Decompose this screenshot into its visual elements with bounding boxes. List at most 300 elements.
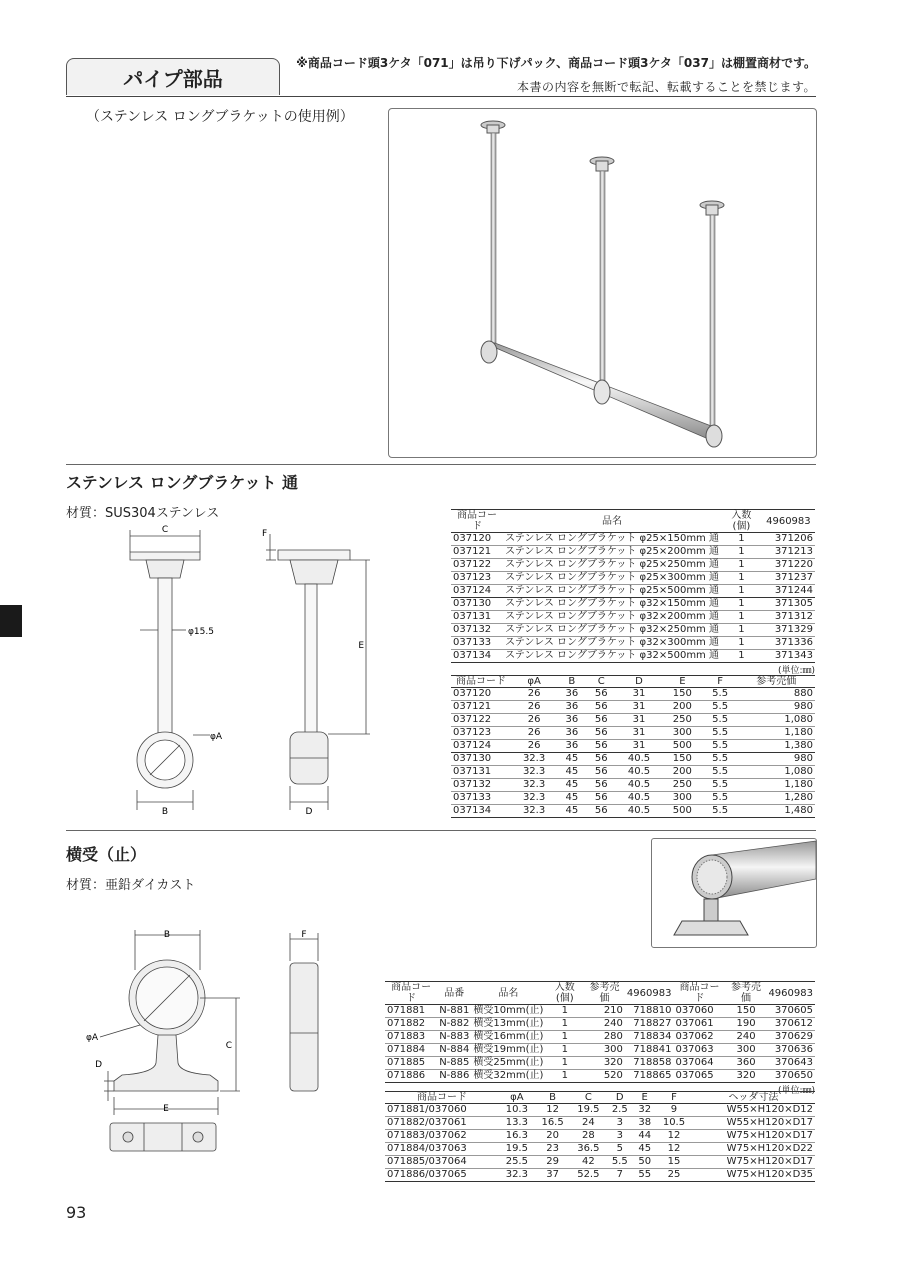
table-row [451, 766, 815, 779]
table-cell: 1 [721, 637, 762, 650]
table-cell: N-882 [439, 1018, 470, 1029]
table-row [451, 624, 815, 637]
table-cell: 371312 [762, 611, 815, 624]
table-row [451, 740, 815, 753]
table-cell: 25.5 [499, 1156, 535, 1169]
table-cell: 1 [721, 611, 762, 624]
bracket-dimension-drawing [110, 520, 390, 820]
table-cell: 1 [721, 598, 762, 611]
table-cell: 037123 [451, 727, 511, 740]
table-cell: 40.5 [616, 792, 662, 805]
table-row [385, 1143, 815, 1156]
dim-label-e: E [358, 641, 364, 651]
col-header: E [662, 676, 703, 688]
table-cell: 071885 [385, 1057, 437, 1070]
table-cell: 718827 [625, 1018, 674, 1031]
col-header: 品名 [471, 982, 545, 1005]
table-cell: 190 [726, 1018, 767, 1031]
table-cell: ステンレス ロングブラケット φ25×250mm 通 [505, 559, 719, 570]
table-cell: 36.5 [570, 1143, 606, 1156]
table-cell: 500 [662, 740, 703, 753]
table-cell: 12 [535, 1104, 571, 1117]
dim-label-d: D [305, 807, 313, 817]
table-cell: ステンレス ロングブラケット φ25×500mm 通 [505, 585, 719, 596]
table-row [451, 805, 815, 818]
table-cell: 1 [721, 585, 762, 598]
table-cell: 10.3 [499, 1104, 535, 1117]
table-cell: 071884/037063 [385, 1143, 499, 1156]
table-row [451, 650, 815, 663]
section-rule [66, 464, 816, 465]
table-row [451, 753, 815, 766]
col-header: 入数(個) [545, 982, 584, 1005]
table-cell: 10.5 [656, 1117, 692, 1130]
table-cell: 1,080 [738, 714, 815, 727]
table-cell: 1,480 [738, 805, 815, 818]
table-cell: 45 [557, 779, 586, 792]
table-cell: 40.5 [616, 753, 662, 766]
table-row [385, 1057, 815, 1070]
table-cell: 31 [616, 701, 662, 714]
table-cell: 037134 [451, 650, 503, 663]
table-cell: 13.3 [499, 1117, 535, 1130]
table-row [451, 701, 815, 714]
table-cell: 横受19mm(止) [473, 1044, 544, 1055]
table-cell: 240 [726, 1031, 767, 1044]
bracket-dimension-table [451, 675, 815, 818]
table-cell: 56 [587, 779, 616, 792]
table-cell: W55×H120×D12 [692, 1104, 815, 1117]
table-row [385, 1104, 815, 1117]
table-cell: 300 [662, 727, 703, 740]
table-cell: 071881 [385, 1005, 437, 1018]
table-row [451, 637, 815, 650]
table-cell: 037120 [451, 688, 511, 701]
table-cell: 31 [616, 727, 662, 740]
table-cell: W75×H120×D22 [692, 1143, 815, 1156]
table-cell: 52.5 [570, 1169, 606, 1182]
col-header: C [570, 1092, 606, 1104]
table-cell: 071882/037061 [385, 1117, 499, 1130]
header-note-code: ※商品コード頭3ケタ「071」は吊り下げパック、商品コード頭3ケタ「037」は棚置商材です。 [296, 56, 816, 70]
table-cell: 718858 [625, 1057, 674, 1070]
table-cell: ステンレス ロングブラケット φ32×250mm 通 [505, 624, 719, 635]
table-cell: 32.3 [511, 792, 557, 805]
page-number: 93 [66, 1203, 87, 1222]
table-cell: 1,280 [738, 792, 815, 805]
table-cell: 5.5 [703, 740, 738, 753]
table-cell: 250 [662, 779, 703, 792]
table-row [451, 559, 815, 572]
table-row [385, 1070, 815, 1083]
dim-label-b: B [163, 930, 171, 940]
table-cell: 520 [584, 1070, 625, 1083]
dim-label-f: F [301, 930, 307, 940]
table-cell: ステンレス ロングブラケット φ32×150mm 通 [505, 598, 719, 609]
table-cell: 200 [662, 701, 703, 714]
table-cell: 250 [662, 714, 703, 727]
bracket-title: ステンレス ロングブラケット 通 [66, 473, 299, 492]
table-cell: 037060 [673, 1005, 725, 1018]
table-cell: 371329 [762, 624, 815, 637]
table-cell: 5.5 [703, 779, 738, 792]
table-cell: 037131 [451, 611, 503, 624]
table-cell: 037133 [451, 637, 503, 650]
col-header: D [606, 1092, 633, 1104]
table-cell: 371244 [762, 585, 815, 598]
table-cell: 037132 [451, 779, 511, 792]
table-cell: 26 [511, 727, 557, 740]
table-cell: 037130 [451, 598, 503, 611]
table-row [385, 1130, 815, 1143]
table-cell: 371343 [762, 650, 815, 663]
col-header: F [703, 676, 738, 688]
table-cell: 071884 [385, 1044, 437, 1057]
col-header: 品番 [437, 982, 471, 1005]
table-cell: 5 [606, 1143, 633, 1156]
yokouke-material: 材質：亜鉛ダイカスト [66, 878, 196, 893]
table-cell: ステンレス ロングブラケット φ32×500mm 通 [505, 650, 719, 661]
table-cell: 1 [721, 572, 762, 585]
table-cell: 5.5 [703, 727, 738, 740]
table-cell: 5.5 [606, 1156, 633, 1169]
table-cell: 037123 [451, 572, 503, 585]
table-row [451, 598, 815, 611]
table-cell: 40.5 [616, 805, 662, 818]
table-cell: 横受25mm(止) [473, 1057, 544, 1068]
dim-label-e: E [163, 1104, 169, 1114]
table-cell: N-883 [439, 1031, 470, 1042]
table-cell: 718834 [625, 1031, 674, 1044]
table-cell: 071886 [385, 1070, 437, 1083]
table-row [451, 714, 815, 727]
table-cell: 42 [570, 1156, 606, 1169]
table-cell: 45 [557, 805, 586, 818]
table-cell: 45 [557, 792, 586, 805]
table-cell: 15 [656, 1156, 692, 1169]
table-cell: 45 [633, 1143, 656, 1156]
yokouke-dimension-table [385, 1091, 815, 1182]
table-cell: 16.5 [535, 1117, 571, 1130]
table-cell: 12 [656, 1143, 692, 1156]
table-cell: 19.5 [499, 1143, 535, 1156]
table-cell: 300 [726, 1044, 767, 1057]
table-cell: 56 [587, 805, 616, 818]
table-cell: 071886/037065 [385, 1169, 499, 1182]
table-cell: 320 [726, 1070, 767, 1083]
table-cell: 370650 [766, 1070, 815, 1083]
table-cell: N-884 [439, 1044, 470, 1055]
col-header: 4960983 [625, 982, 674, 1005]
table-cell: 45 [557, 753, 586, 766]
table-cell: 371336 [762, 637, 815, 650]
table-row [385, 1117, 815, 1130]
table-cell: 3 [606, 1130, 633, 1143]
table-cell: 1 [545, 1005, 584, 1018]
col-header: B [557, 676, 586, 688]
table-cell: 19.5 [570, 1104, 606, 1117]
table-cell: 150 [662, 753, 703, 766]
example-caption: （ステンレス ロングブラケットの使用例） [86, 109, 354, 125]
table-cell: 071883 [385, 1031, 437, 1044]
table-cell: 38 [633, 1117, 656, 1130]
table-cell: 037124 [451, 740, 511, 753]
table-cell: 1 [545, 1031, 584, 1044]
table-cell: 31 [616, 740, 662, 753]
table-cell: W75×H120×D35 [692, 1169, 815, 1182]
table-cell: 32 [633, 1104, 656, 1117]
col-header: 4960983 [766, 982, 815, 1005]
table-cell: 26 [511, 701, 557, 714]
table-row [451, 688, 815, 701]
table-cell: 037121 [451, 546, 503, 559]
table-cell: 28 [570, 1130, 606, 1143]
table-cell: W75×H120×D17 [692, 1156, 815, 1169]
col-header: 商品コード [451, 510, 503, 533]
section-title: パイプ部品 [66, 58, 280, 95]
table-cell: 360 [726, 1057, 767, 1070]
table-cell: 36 [557, 740, 586, 753]
table-cell: 371206 [762, 533, 815, 546]
table-cell: 36 [557, 727, 586, 740]
table-cell: 横受32mm(止) [473, 1070, 544, 1081]
table-cell: 7 [606, 1169, 633, 1182]
table-cell: 370636 [766, 1044, 815, 1057]
table-cell: 25 [656, 1169, 692, 1182]
table-cell: 1 [721, 559, 762, 572]
col-header: 入数(個) [721, 510, 762, 533]
table-cell: 3 [606, 1117, 633, 1130]
table-row [451, 792, 815, 805]
col-header: D [616, 676, 662, 688]
table-cell: 40.5 [616, 779, 662, 792]
table-cell: 32.3 [499, 1169, 535, 1182]
table-cell: 370605 [766, 1005, 815, 1018]
table-row [385, 1169, 815, 1182]
table-cell: 071881/037060 [385, 1104, 499, 1117]
table-cell: 31 [616, 714, 662, 727]
table-cell: 56 [587, 766, 616, 779]
col-header: 商品コード [385, 982, 437, 1005]
table-cell: 371220 [762, 559, 815, 572]
table-cell: 1,080 [738, 766, 815, 779]
table-cell: 36 [557, 714, 586, 727]
table-cell: 32.3 [511, 805, 557, 818]
unit-label: (単位:㎜) [777, 666, 815, 676]
table-cell: 23 [535, 1143, 571, 1156]
table-cell: 200 [662, 766, 703, 779]
dim-label-pipe: φ15.5 [188, 627, 214, 637]
table-cell: 1 [545, 1044, 584, 1057]
dim-label-b: B [161, 807, 169, 817]
table-cell: 56 [587, 688, 616, 701]
table-cell: 037122 [451, 559, 503, 572]
usage-example-photo [388, 108, 817, 458]
col-header: φA [499, 1092, 535, 1104]
table-cell: 320 [584, 1057, 625, 1070]
table-cell: 371237 [762, 572, 815, 585]
col-header: ヘッダ寸法 [692, 1092, 815, 1104]
col-header: 商品コード [673, 982, 725, 1005]
table-cell: 44 [633, 1130, 656, 1143]
col-header: 参考売価 [726, 982, 767, 1005]
col-header: C [587, 676, 616, 688]
table-cell: 370629 [766, 1031, 815, 1044]
col-header: 商品コード [451, 676, 511, 688]
table-cell: 1 [721, 546, 762, 559]
section-rule [66, 830, 816, 831]
table-cell: 071883/037062 [385, 1130, 499, 1143]
table-cell: 56 [587, 792, 616, 805]
table-cell: 037134 [451, 805, 511, 818]
table-cell: 370643 [766, 1057, 815, 1070]
table-cell: 1 [721, 533, 762, 546]
table-cell: 26 [511, 740, 557, 753]
table-cell: N-886 [439, 1070, 470, 1081]
table-cell: 36 [557, 688, 586, 701]
table-row [451, 779, 815, 792]
bracket-product-table [451, 509, 815, 676]
table-cell: 037063 [673, 1044, 725, 1057]
table-cell: 1,380 [738, 740, 815, 753]
col-header: F [656, 1092, 692, 1104]
col-header: E [633, 1092, 656, 1104]
table-cell: 横受16mm(止) [473, 1031, 544, 1042]
table-cell: 1,180 [738, 779, 815, 792]
table-cell: ステンレス ロングブラケット φ25×300mm 通 [505, 572, 719, 583]
table-cell: 32.3 [511, 779, 557, 792]
table-cell: 32.3 [511, 766, 557, 779]
dim-label-f: F [262, 529, 268, 539]
table-cell: 24 [570, 1117, 606, 1130]
table-cell: 5.5 [703, 714, 738, 727]
table-row [385, 1005, 815, 1018]
dim-label-c: C [161, 525, 169, 535]
table-cell: 037120 [451, 533, 503, 546]
table-cell: 150 [726, 1005, 767, 1018]
table-cell: 150 [662, 688, 703, 701]
table-cell: 5.5 [703, 792, 738, 805]
table-cell: ステンレス ロングブラケット φ25×200mm 通 [505, 546, 719, 557]
table-cell: 1 [545, 1057, 584, 1070]
table-row [385, 1044, 815, 1057]
col-header: 4960983 [762, 510, 815, 533]
table-cell: 300 [584, 1044, 625, 1057]
side-index-tab [0, 605, 22, 637]
table-cell: 880 [738, 688, 815, 701]
dim-label-a: φA [86, 1033, 99, 1043]
table-cell: 370612 [766, 1018, 815, 1031]
table-row [451, 727, 815, 740]
table-cell: 037124 [451, 585, 503, 598]
table-cell: 56 [587, 701, 616, 714]
table-cell: 037062 [673, 1031, 725, 1044]
table-cell: 5.5 [703, 766, 738, 779]
table-cell: 037061 [673, 1018, 725, 1031]
table-cell: 5.5 [703, 805, 738, 818]
table-cell: 5.5 [703, 701, 738, 714]
table-cell: 56 [587, 753, 616, 766]
table-cell: 2.5 [606, 1104, 633, 1117]
table-cell: 26 [511, 714, 557, 727]
table-cell: 718810 [625, 1005, 674, 1018]
table-cell: 37 [535, 1169, 571, 1182]
table-cell: 1 [545, 1070, 584, 1083]
table-cell: 037133 [451, 792, 511, 805]
table-cell: 56 [587, 714, 616, 727]
table-cell: N-881 [439, 1005, 470, 1016]
dim-label-d: D [95, 1060, 102, 1070]
table-cell: 40.5 [616, 766, 662, 779]
table-cell: 5.5 [703, 688, 738, 701]
table-row [451, 572, 815, 585]
col-header: 参考売価 [584, 982, 625, 1005]
table-row [385, 1018, 815, 1031]
table-cell: 26 [511, 688, 557, 701]
table-cell: ステンレス ロングブラケット φ32×200mm 通 [505, 611, 719, 622]
table-cell: 210 [584, 1005, 625, 1018]
table-row [451, 546, 815, 559]
table-cell: 371305 [762, 598, 815, 611]
header-rule [66, 96, 816, 97]
table-cell: 50 [633, 1156, 656, 1169]
table-cell: N-885 [439, 1057, 470, 1068]
table-cell: 1 [721, 650, 762, 663]
table-row [385, 1031, 815, 1044]
table-cell: 980 [738, 753, 815, 766]
table-cell: 9 [656, 1104, 692, 1117]
table-cell: 500 [662, 805, 703, 818]
table-cell: ステンレス ロングブラケット φ25×150mm 通 [505, 533, 719, 544]
table-cell: 071882 [385, 1018, 437, 1031]
yokouke-product-photo [651, 838, 817, 948]
table-cell: 1 [545, 1018, 584, 1031]
table-cell: 037065 [673, 1070, 725, 1083]
table-cell: 371213 [762, 546, 815, 559]
table-cell: 037122 [451, 714, 511, 727]
col-header: B [535, 1092, 571, 1104]
col-header: φA [511, 676, 557, 688]
table-cell: 横受10mm(止) [473, 1005, 544, 1016]
table-cell: 718865 [625, 1070, 674, 1083]
table-row [451, 611, 815, 624]
yokouke-product-table [385, 981, 815, 1096]
dim-label-c: C [225, 1041, 232, 1051]
table-cell: 55 [633, 1169, 656, 1182]
col-header: 参考売価 [738, 676, 815, 688]
table-row [451, 533, 815, 546]
table-row [385, 1156, 815, 1169]
table-cell: 32.3 [511, 753, 557, 766]
unit-label: (単位:㎜) [777, 1086, 815, 1096]
table-row [451, 585, 815, 598]
table-cell: 56 [587, 740, 616, 753]
table-cell: 29 [535, 1156, 571, 1169]
table-cell: 980 [738, 701, 815, 714]
table-cell: 横受13mm(止) [473, 1018, 544, 1029]
table-cell: 1,180 [738, 727, 815, 740]
table-cell: 037130 [451, 753, 511, 766]
col-header: 商品コード [385, 1092, 499, 1104]
table-cell: 1 [721, 624, 762, 637]
table-cell: 037131 [451, 766, 511, 779]
bracket-material: 材質：SUS304ステンレス [66, 506, 220, 521]
table-cell: 5.5 [703, 753, 738, 766]
table-cell: W75×H120×D17 [692, 1130, 815, 1143]
dim-label-a: φA [210, 732, 223, 742]
table-cell: 718841 [625, 1044, 674, 1057]
yokouke-title: 横受（止） [66, 845, 147, 864]
